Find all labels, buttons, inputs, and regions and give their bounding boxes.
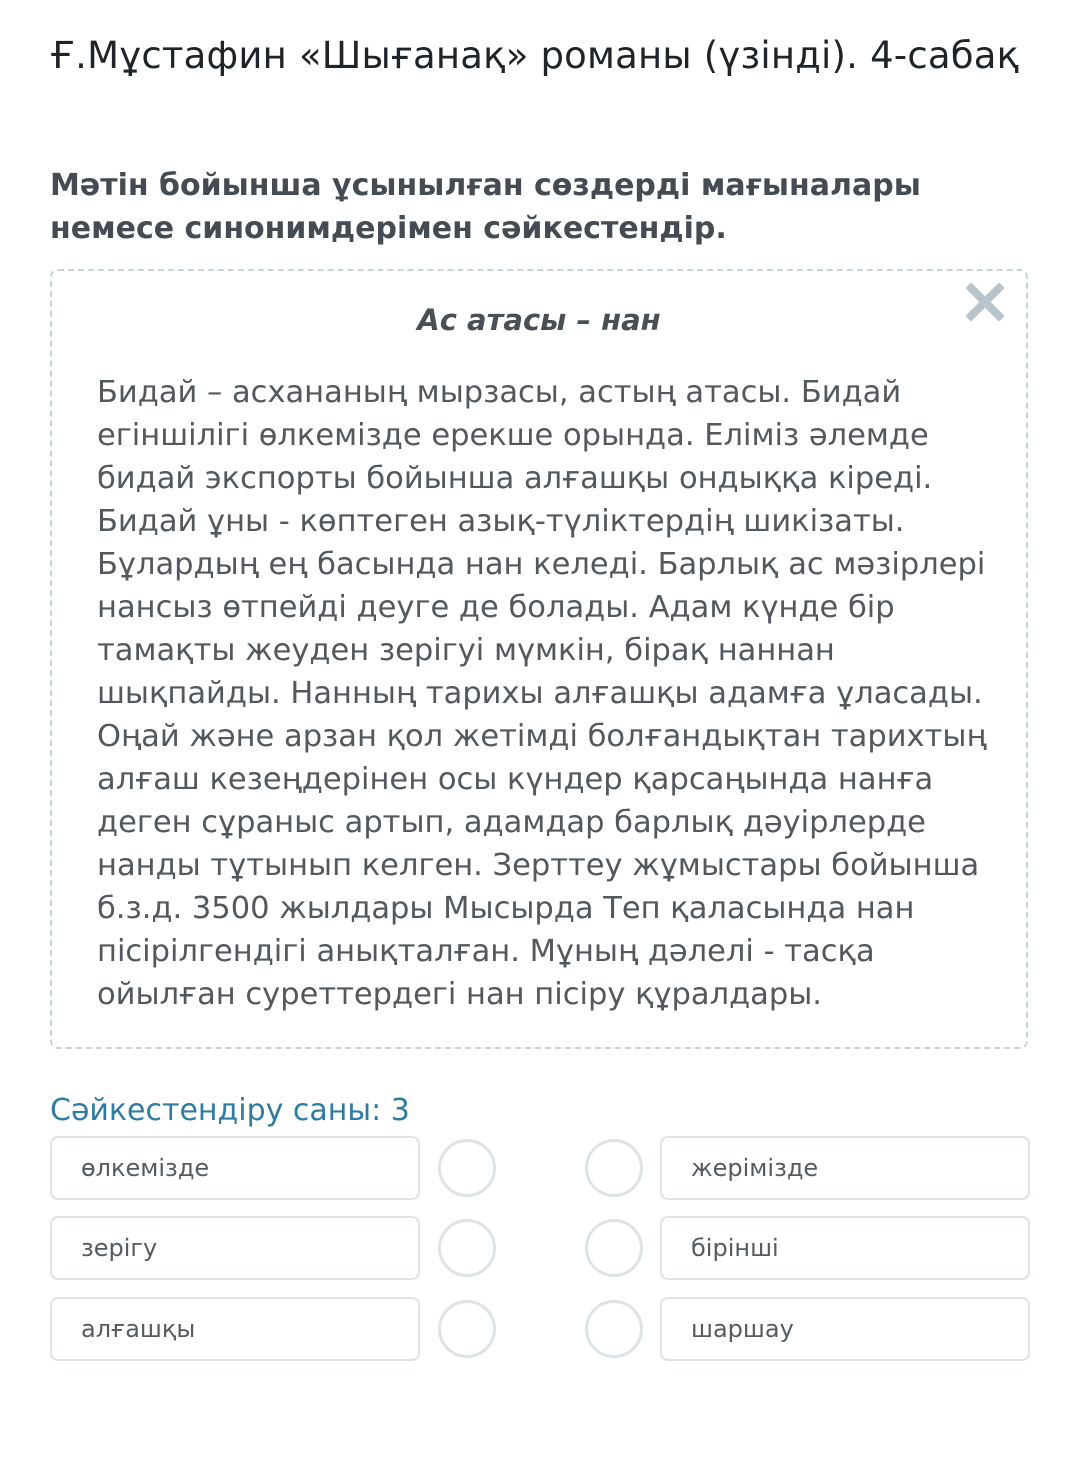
text-line: Бұлардың ең басында нан келеді. Барлық ас мәзірлері (97, 547, 986, 582)
option-label: шаршау (691, 1315, 794, 1343)
text-line: деген сұраныс артып, адамдар барлық дәуірлерде (97, 805, 926, 840)
text-line: нанды тұтынып келген. Зерттеу жұмыстары бойынша (97, 848, 980, 883)
left-connector-1[interactable] (438, 1139, 496, 1197)
text-line: Бидай – асхананың мырзасы, астың атасы. Бидай (97, 375, 902, 410)
task-instruction: Мәтін бойынша ұсынылған сөздерді мағыналары немесе синонимдерімен сәйкестендір. (50, 168, 921, 246)
option-label: өлкемізде (81, 1154, 210, 1182)
right-option-3[interactable] (660, 1297, 1030, 1361)
text-line: тамақты жеуден зерігуі мүмкін, бірақ наннан (97, 633, 835, 668)
text-line: нансыз өтпейді деуге де болады. Адам күнде бір (97, 590, 895, 625)
left-option-2[interactable] (50, 1216, 420, 1280)
card-heading: Ас атасы – нан (417, 303, 661, 337)
right-connector-2[interactable] (585, 1219, 643, 1277)
text-card (50, 269, 1028, 1049)
option-label: бірінші (691, 1234, 779, 1262)
match-count: Сәйкестендіру саны: 3 (50, 1093, 410, 1128)
right-option-1[interactable] (660, 1136, 1030, 1200)
left-connector-3[interactable] (438, 1300, 496, 1358)
text-line: Бидай ұны - көптеген азық-түліктердің шикізаты. (97, 504, 905, 539)
right-option-2[interactable] (660, 1216, 1030, 1280)
text-line: алғаш кезеңдерінен осы күндер қарсаңында нанға (97, 762, 934, 797)
lesson-title: Ғ.Мұстафин «Шығанақ» романы (үзінді). 4-сабақ (50, 34, 1020, 77)
text-line: ойылған суреттердегі нан пісіру құралдары. (97, 977, 823, 1012)
left-option-3[interactable] (50, 1297, 420, 1361)
option-label: алғашқы (81, 1315, 196, 1343)
text-line: бидай экспорты бойынша алғашқы ондыққа кіреді. (97, 461, 933, 496)
text-line: Оңай және арзан қол жетімді болғандықтан тарихтың (97, 719, 987, 754)
option-label: жерімізде (691, 1154, 819, 1182)
right-connector-1[interactable] (585, 1139, 643, 1197)
left-connector-2[interactable] (438, 1219, 496, 1277)
left-option-1[interactable] (50, 1136, 420, 1200)
card-body (97, 371, 987, 1016)
text-line: егіншілігі өлкемізде ерекше орында. Еліміз әлемде (97, 418, 929, 453)
text-line: шықпайды. Нанның тарихы алғашқы адамға ұласады. (97, 676, 983, 711)
text-line: б.з.д. 3500 жылдары Мысырда Теп қаласында нан (97, 891, 915, 926)
option-label: зерігу (81, 1234, 158, 1262)
text-line: пісірілгендігі анықталған. Мұның дәлелі - тасқа (97, 934, 875, 969)
right-connector-3[interactable] (585, 1300, 643, 1358)
